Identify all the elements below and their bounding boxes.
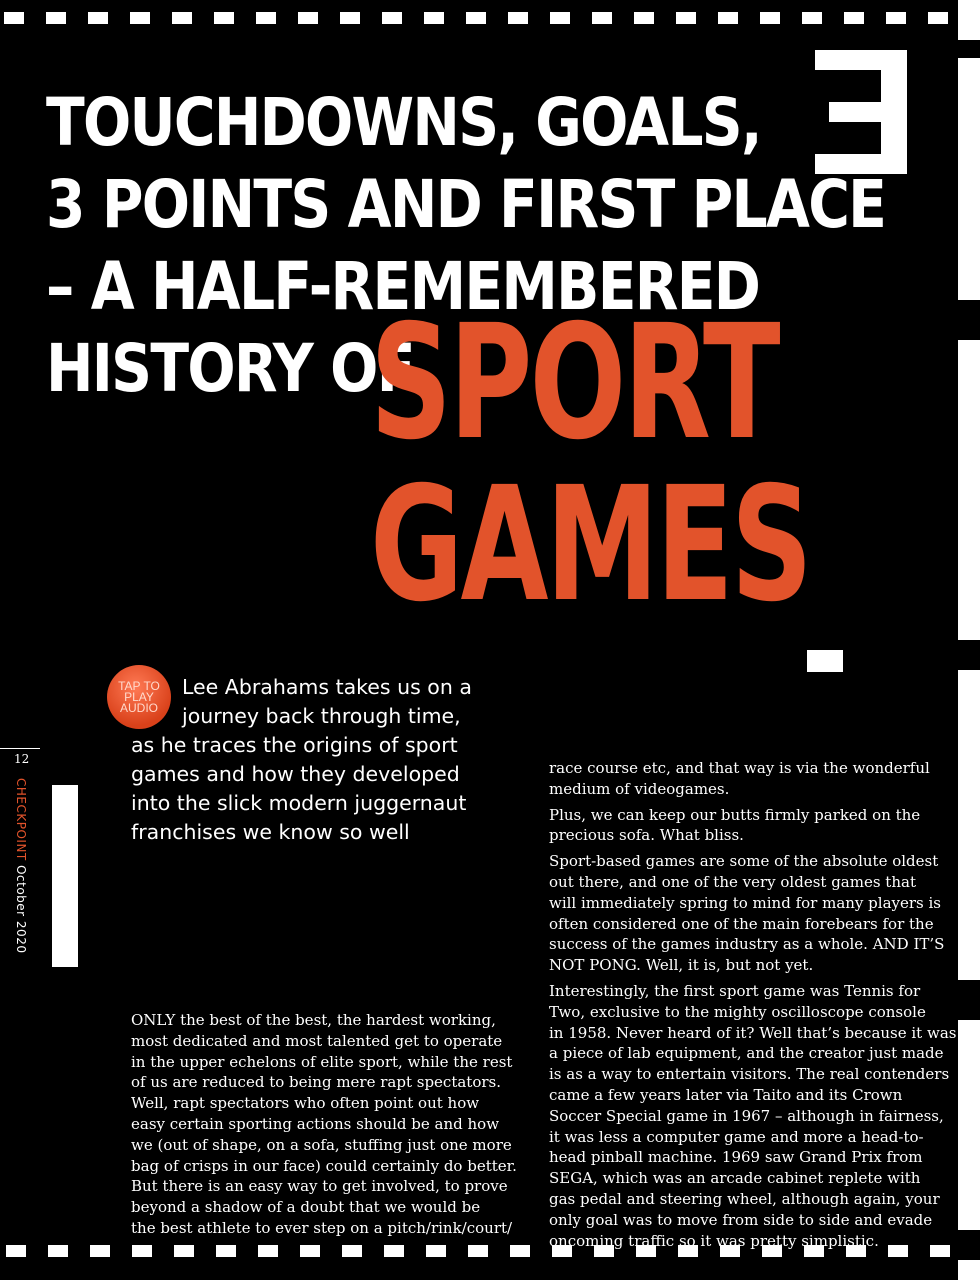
body-line: oncoming traffic so it was pretty simplistic. [549, 1231, 879, 1250]
body-line: easy certain sporting actions should be and how [131, 1114, 500, 1133]
magazine-brand: CHECKPOINT [14, 778, 28, 861]
border-dash [298, 12, 318, 24]
border-dash [592, 12, 612, 24]
body-line: a piece of lab equipment, and the creator just made [549, 1044, 944, 1063]
body-line: NOT PONG. Well, it is, but not yet. [549, 956, 814, 975]
body-line: Well, rapt spectators who often point out how [131, 1094, 480, 1113]
author-name: Lee Abrahams [182, 675, 330, 699]
standfirst-line: franchises we know so well [131, 820, 410, 844]
body-line: gas pedal and steering wheel, although again, your [549, 1189, 940, 1208]
border-dash [130, 12, 150, 24]
border-dash [216, 1245, 236, 1257]
border-dash [132, 1245, 152, 1257]
body-line: SEGA, which was an arcade cabinet replete with [549, 1169, 921, 1188]
border-dash [718, 12, 738, 24]
audio-label: PLAY [124, 689, 154, 704]
body-line: most dedicated and most talented get to operate [131, 1031, 503, 1050]
body-paragraph [549, 805, 939, 847]
body-line: of us are reduced to being mere rapt spectators. [131, 1073, 501, 1092]
border-dash [510, 1245, 530, 1257]
border-dash [466, 12, 486, 24]
standfirst [131, 673, 491, 847]
body-line: we (out of shape, on a sofa, stuffing just one more [131, 1135, 512, 1154]
body-line: success of the games industry as a whole. AND IT’S [549, 935, 945, 954]
headline-line: – A HALF-REMEMBERED [46, 248, 760, 325]
headline-line: 3 POINTS AND FIRST PLACE [46, 166, 886, 243]
body-line: Sport-based games are some of the absolute oldest [549, 852, 939, 871]
border-dash [676, 12, 696, 24]
border-dash [382, 12, 402, 24]
body-line: Soccer Special game in 1967 – although in fairness, [549, 1106, 944, 1125]
border-dash [550, 12, 570, 24]
body-line: But there is an easy way to get involved, to prove [131, 1177, 508, 1196]
border-dash [90, 1245, 110, 1257]
border-dash [342, 1245, 362, 1257]
border-dash [340, 12, 360, 24]
pixel-paddle-graphic [52, 785, 78, 967]
running-footer [14, 778, 28, 953]
body-line: beyond a shadow of a doubt that we would be [131, 1198, 481, 1217]
body-line: head pinball machine. 1969 saw Grand Prix from [549, 1148, 923, 1167]
headline-line: HISTORY OF [46, 330, 414, 407]
headline-accent-sport: SPORT [370, 291, 778, 475]
pixel-ball-graphic [807, 650, 843, 672]
border-dash [88, 12, 108, 24]
issue-date: October 2020 [14, 860, 28, 954]
border-dash [802, 12, 822, 24]
border-dash [760, 12, 780, 24]
border-dash [4, 12, 24, 24]
headline-line: TOUCHDOWNS, GOALS, [46, 84, 761, 161]
body-column-right [549, 758, 957, 1256]
body-line: precious sofa. What bliss. [549, 826, 744, 845]
border-dash [468, 1245, 488, 1257]
body-line: is as a way to entertain visitors. The real contenders [549, 1065, 950, 1084]
border-dash [214, 12, 234, 24]
body-line: Plus, we can keep our butts firmly parked on the [549, 805, 921, 824]
body-line: in the upper echelons of elite sport, while the rest [131, 1052, 513, 1071]
body-line: the best athlete to ever step on a pitch/rink/court/ [131, 1218, 513, 1237]
standfirst-line: into the slick modern juggernaut [131, 791, 467, 815]
border-dash [258, 1245, 278, 1257]
body-line: bag of crisps in our face) could certainly do better. [131, 1156, 517, 1175]
border-dash [172, 12, 192, 24]
body-line: ONLY the best of the best, the hardest working, [131, 1011, 496, 1029]
border-dash [424, 12, 444, 24]
border-dash [48, 1245, 68, 1257]
border-dash [6, 1245, 26, 1257]
body-paragraph [549, 851, 945, 976]
body-line: will immediately spring to mind for many players is [549, 893, 941, 912]
body-paragraph [549, 981, 957, 1251]
border-dash [384, 1245, 404, 1257]
right-edge-border [958, 0, 980, 1280]
body-line: Interestingly, the first sport game was Tennis for [549, 981, 921, 1000]
border-dash [174, 1245, 194, 1257]
body-line: in 1958. Never heard of it? Well that’s because it was [549, 1023, 957, 1042]
border-dash [928, 12, 948, 24]
body-column-left [131, 1010, 517, 1244]
top-dashed-border [4, 12, 980, 24]
body-line: Two, exclusive to the mighty oscilloscope console [549, 1002, 926, 1021]
audio-label: AUDIO [119, 700, 158, 715]
border-dash [508, 12, 528, 24]
border-dash [256, 12, 276, 24]
page-number: 12 [14, 752, 30, 766]
body-paragraph [549, 758, 939, 800]
audio-label: TAP TO [118, 678, 160, 693]
body-line: only goal was to move from side to side and evade [549, 1210, 933, 1229]
border-dash [886, 12, 906, 24]
border-dash [634, 12, 654, 24]
border-dash [46, 12, 66, 24]
standfirst-line: as he traces the origins of sport [131, 733, 458, 757]
body-line: medium of videogames. [549, 779, 730, 798]
border-dash [426, 1245, 446, 1257]
body-line: it was less a computer game and more a head-to- [549, 1127, 924, 1146]
border-dash [844, 12, 864, 24]
page-number-rule [0, 748, 40, 749]
border-dash [300, 1245, 320, 1257]
body-line: often considered one of the main forebears for the [549, 914, 934, 933]
body-line: out there, and one of the very oldest games that [549, 872, 916, 891]
standfirst-line: games and how they developed [131, 762, 460, 786]
body-line: race course etc, and that way is via the wonderful [549, 759, 930, 777]
body-line: came a few years later via Taito and its Crown [549, 1085, 903, 1104]
body-paragraph [131, 1010, 517, 1239]
standfirst-line: Lee Abrahams takes us on a [182, 675, 472, 699]
headline-accent-games: GAMES [370, 453, 810, 637]
standfirst-line: journey back through time, [182, 704, 461, 728]
